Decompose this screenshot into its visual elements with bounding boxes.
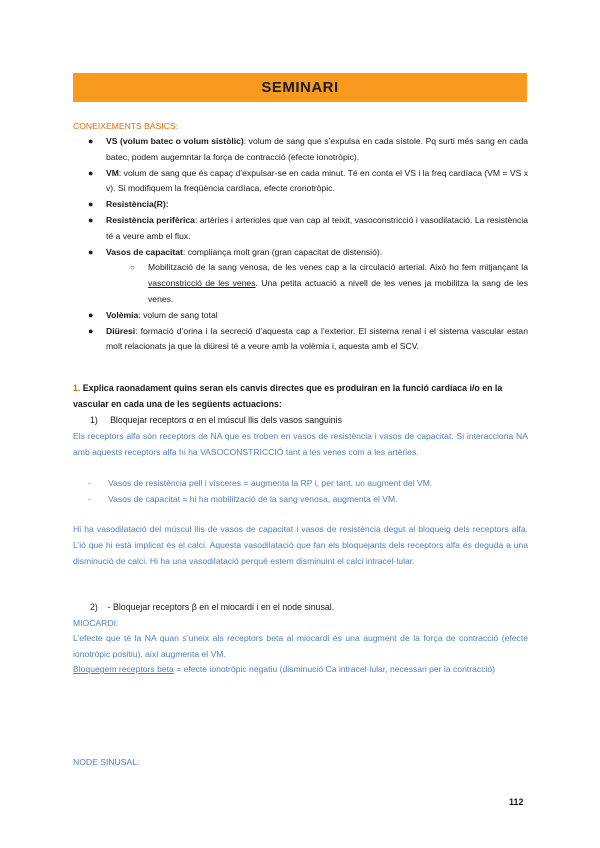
list-item: ● Resistència(R):	[86, 197, 528, 213]
banner-title: SEMINARI	[261, 79, 339, 96]
basics-list	[86, 134, 528, 355]
list-item: ● VM: volum de sang que és capaç d’expulsar-se en cada minut. Té en conta el VS i la freq cardíaca (VM = VS x v). Si modifiquem la freqüència cardíaca, efecte cronotròpic.	[88, 167, 528, 194]
bullet-icon: ●	[88, 325, 94, 336]
page-number: 112	[509, 797, 524, 807]
list-item: ● Volèmia: volum de sang total	[86, 308, 528, 324]
list-item: ● Diüresi: formació d’orina i la secreció d’aquesta cap a l’exterior. El sistema renal i el sistema vascular estan molt relacionats ja que la diüresi té a veure amb la volèmia i, aquesta amb el SCV.	[88, 325, 528, 352]
sub-list-item: ○ Mobilització de la sang venosa, de les venes cap a la circulació arterial. Això ho fem mitjançant la vasconstricció de les venes. Una petita actuació a nivell de les venes ja mobilitza la sang de les venes.	[130, 262, 528, 304]
item-2: 2) - Bloquejar receptors β en el miocardi i en el node sinusal.	[90, 602, 335, 612]
question-1: 1. Explica raonadament quins seran els canvis directes que es produiran en la funció cardíaca i/o en la vascular en cada una de les següents actuacions:	[73, 383, 503, 409]
list-item: ● Vasos de capacitat: compliança molt gran (gran capacitat de distensió). ○ Mobilització de la sang venosa, de les venes cap a la circulació arterial. Això ho fem mitjançant la vasconstricció de les venes. Una petita actuació a nivell de les venes ja mobilitza la sang de les venes.	[86, 245, 528, 308]
seminar-banner	[73, 73, 527, 102]
miocardi-heading: MIOCARDI:	[73, 618, 119, 628]
answer-1-paragraph-2: Hi ha vasodilatació del múscul llis de vasos de capacitat i vasos de resistència degut al bloqueig dels receptors alfa. L’ió que hi està implicat és el calci. Aquesta vasodilatació que fan els bloquejants dels receptors alfa és deguda a una disminució de calci. Hi ha una vasodilatació perquè estem disminuint el calci intracel·lular.	[73, 524, 528, 566]
list-item: ● Resistència perifèrica: artèries i arterioles que van cap al teixit, vasoconstricció i vasodilatació. La resistència té a veure amb el flux.	[88, 214, 528, 241]
answer-1-dash-2: - Vasos de capacitat = hi ha mobilització de la sang venosa, augmenta el VM.	[88, 494, 398, 504]
answer-1-dash-1: - Vasos de resistència pell i vísceres = augmenta la RP i, per tant, un augment del VM.	[88, 478, 433, 488]
block-beta-text: Bloquegem receptors beta = efecte ionotròpic negatiu (disminució Ca intracel·lular, necessari per la contracció)	[73, 664, 496, 674]
sub-list	[106, 260, 528, 307]
bullet-icon: ●	[88, 246, 94, 257]
question-number: 1.	[73, 383, 81, 393]
item-1: 1) Bloquejar receptors α en el múscul llis dels vasos sanguinis	[90, 415, 343, 425]
basics-heading: CONEIXEMENTS BÀSICS:	[73, 121, 179, 131]
bullet-icon: ●	[88, 199, 94, 210]
bullet-icon: ●	[88, 309, 94, 320]
list-item: ● VS (volum batec o volum sistòlic): volum de sang que s’expulsa en cada sístole. Pq surti més sang en cada batec, podem augemntar la força de contracció (efecte ionotròpic).	[88, 136, 528, 162]
circle-bullet-icon: ○	[130, 263, 135, 273]
node-sinusal-heading: NODE SINUSAL:	[73, 757, 140, 767]
answer-1-paragraph-1: Els receptors alfa són receptors de NA que es troben en vasos de resistència i vasos de capacitat. Si interacciona NA amb aquests receptors alfa hi ha VASOCONSTRICCIÓ tant a les venes com a les artèries.	[73, 431, 528, 457]
bullet-icon: ●	[88, 136, 94, 146]
bullet-icon: ●	[88, 167, 94, 178]
bullet-icon: ●	[88, 214, 94, 225]
miocardi-text: L’efecte que té la NA quan s’uneix als receptors beta al miocardi és una augment de la força de contracció (efecte ionotròpic positiu), així augmenta el VM.	[73, 633, 528, 659]
